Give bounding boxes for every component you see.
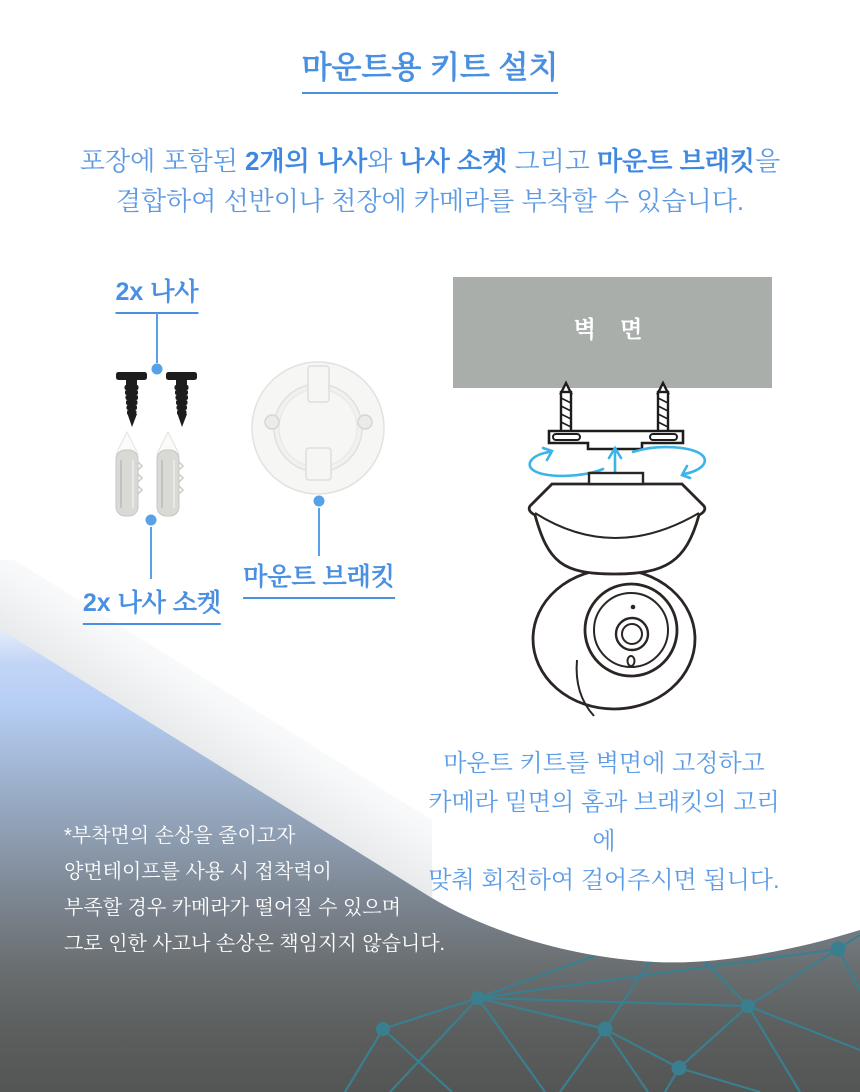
bracket-slot (650, 434, 677, 440)
camera-drawing (529, 473, 705, 716)
screw-photo (166, 372, 197, 427)
wall-label: 벽 면 (573, 316, 652, 342)
page-title-text: 마운트용 키트 설치 (302, 42, 559, 94)
diagram-screw (658, 383, 668, 434)
caption-line: 맞춰 회전하여 걸어주시면 됩니다. (428, 867, 780, 894)
intro-line-2: 결합하여 선반이나 천장에 카메라를 부착할 수 있습니다. (115, 186, 745, 216)
disclaimer-line: 그로 인한 사고나 손상은 책임지지 않습니다. (64, 933, 446, 955)
disclaimer-line: 부족할 경우 카메라가 떨어질 수 있으며 (64, 897, 401, 919)
label-screws-text: 2x 나사 (115, 272, 198, 314)
wall-anchor-photo (116, 432, 142, 516)
wall-anchor-photo (157, 432, 183, 516)
label-screws (115, 272, 198, 314)
intro-line-1 (0, 141, 860, 181)
caption-line: 마운트 키트를 벽면에 고정하고 (443, 750, 765, 777)
diagram-caption (418, 744, 790, 900)
label-mount-bracket (243, 557, 395, 599)
intro-text: 포장에 포함된 (79, 146, 246, 176)
intro-text: 그리고 (507, 146, 598, 176)
caption-line: 카메라 밑면의 홈과 브래킷의 고리에 (428, 789, 780, 855)
leader-line-sockets (150, 527, 152, 579)
bracket-photo (252, 362, 384, 494)
bracket-slot (553, 434, 580, 440)
label-screw-sockets-text: 2x 나사 소켓 (83, 583, 221, 625)
disclaimer-line: 양면테이프를 사용 시 접착력이 (64, 861, 332, 883)
intro-paragraph (0, 141, 860, 221)
label-screw-sockets (83, 583, 221, 625)
diagram-screw (561, 383, 571, 434)
disclaimer-note (64, 818, 445, 962)
intro-bold-screws: 2개의 나사 (245, 146, 368, 176)
label-mount-bracket-text: 마운트 브래킷 (243, 557, 395, 599)
page-title (0, 42, 860, 94)
screw-photo (116, 372, 147, 427)
intro-text: 을 (754, 146, 781, 176)
intro-text: 와 (367, 146, 400, 176)
intro-bold-bracket: 마운트 브래킷 (597, 146, 755, 176)
kit-photo (95, 355, 400, 530)
intro-bold-socket: 나사 소켓 (399, 146, 508, 176)
disclaimer-line: *부착면의 손상을 줄이고자 (64, 825, 296, 847)
